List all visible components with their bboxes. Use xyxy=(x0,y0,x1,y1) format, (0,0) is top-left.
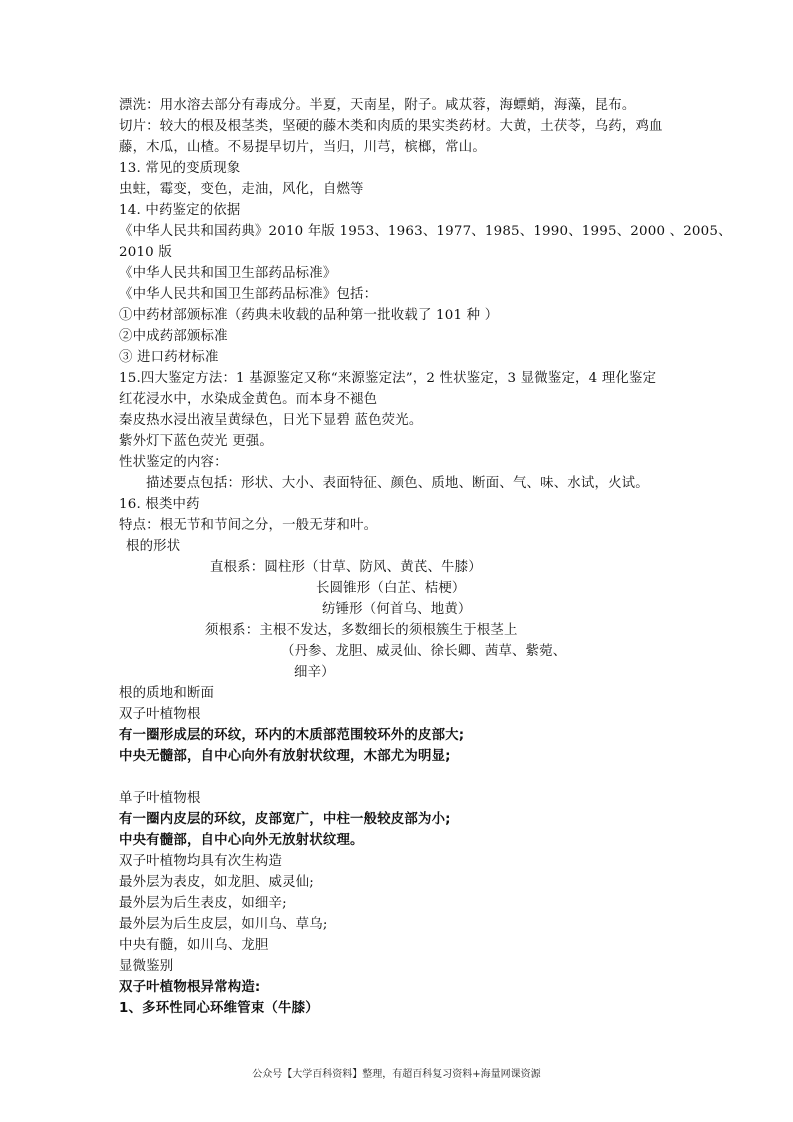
text-line: 细辛） xyxy=(294,665,335,680)
section-heading: 13. 常见的变质现象 xyxy=(119,161,241,176)
text-line: 最外层为表皮，如龙胆、威灵仙; xyxy=(119,875,314,890)
text-line: 藤，木瓜，山楂。不易提早切片，当归，川芎，槟榔，常山。 xyxy=(119,140,486,155)
text-line: 单子叶植物根 xyxy=(119,791,201,806)
page-footer: 公众号【大学百科资料】整理，有超百科复习资料+海量网课资源 xyxy=(252,1069,541,1080)
text-line: 性状鉴定的内容： xyxy=(119,455,228,470)
bold-text-line: 中央有髓部，自中心向外无放射状纹理。 xyxy=(119,833,364,848)
text-line: 显微鉴别 xyxy=(119,959,174,974)
text-line: （丹参、龙胆、威灵仙、徐长卿、茜草、紫菀、 xyxy=(281,644,567,659)
text-line: ①中药材部颁标准（药典未收载的品种第一批收载了 101 种 ） xyxy=(119,308,499,323)
text-line: ②中成药部颁标准 xyxy=(119,329,228,344)
text-line: 双子叶植物根 xyxy=(119,707,201,722)
text-line: ③ 进口药材标准 xyxy=(119,350,219,365)
text-line: 须根系：主根不发达，多数细长的须根簇生于根茎上 xyxy=(205,623,518,638)
text-line: 紫外灯下蓝色荧光 更强。 xyxy=(119,434,273,449)
text-line: 长圆锥形（白芷、桔梗） xyxy=(316,581,466,596)
text-line: 双子叶植物均具有次生构造 xyxy=(119,854,283,869)
text-line: 根的形状 xyxy=(126,539,181,554)
text-line: 虫蛀，霉变，变色，走油，风化，自燃等 xyxy=(119,182,364,197)
text-line: 《中华人民共和国卫生部药品标准》 xyxy=(119,266,337,281)
text-line: 2010 版 xyxy=(119,245,172,260)
bold-text-line: 1、多环性同心环维管束（牛膝） xyxy=(119,1001,319,1016)
text-line: 描述要点包括：形状、大小、表面特征、颜色、质地、断面、气、味、水试，火试。 xyxy=(146,476,649,491)
bold-text-line: 双子叶植物根异常构造: xyxy=(119,980,261,995)
bold-text-line: 有一圈内皮层的环纹，皮部宽广，中柱一般较皮部为小; xyxy=(119,812,451,827)
text-line: 秦皮热水浸出液呈黄绿色，日光下显碧 蓝色荧光。 xyxy=(119,413,423,428)
section-heading: 16. 根类中药 xyxy=(119,497,200,512)
text-line: 特点：根无节和节间之分，一般无芽和叶。 xyxy=(119,518,378,533)
text-line: 《中华人民共和国卫生部药品标准》包括： xyxy=(119,287,378,302)
text-line: 最外层为后生皮层，如川乌、草乌; xyxy=(119,917,328,932)
bold-text-line: 有一圈形成层的环纹，环内的木质部范围较环外的皮部大; xyxy=(119,728,465,743)
bold-text-line: 中央无髓部，自中心向外有放射状纹理，木部尤为明显; xyxy=(119,749,451,764)
text-line: 中央有髓，如川乌、龙胆 xyxy=(119,938,269,953)
text-line: 最外层为后生表皮，如细辛; xyxy=(119,896,287,911)
text-line: 根的质地和断面 xyxy=(119,686,215,701)
text-line: 红花浸水中，水染成金黄色。而本身不褪色 xyxy=(119,392,378,407)
section-heading: 14. 中药鉴定的依据 xyxy=(119,203,241,218)
text-line: 漂洗：用水溶去部分有毒成分。半夏，天南星，附子。咸苁蓉，海螵蛸，海藻，昆布。 xyxy=(119,98,636,113)
text-line: 直根系：圆柱形（甘草、防风、黄芪、牛膝） xyxy=(210,560,482,575)
text-line: 切片：较大的根及根茎类，坚硬的藤木类和肉质的果实类药材。大黄，土茯苓，乌药，鸡血 xyxy=(119,119,663,134)
section-heading: 15.四大鉴定方法：1 基源鉴定又称“来源鉴定法”，2 性状鉴定，3 显微鉴定，4 理化鉴定 xyxy=(119,371,657,386)
text-line: 纺锤形（何首乌、地黄） xyxy=(322,602,472,617)
text-line: 《中华人民共和国药典》2010 年版 1953、1963、1977、1985、1990、1995、2000 、2005、 xyxy=(119,224,732,239)
